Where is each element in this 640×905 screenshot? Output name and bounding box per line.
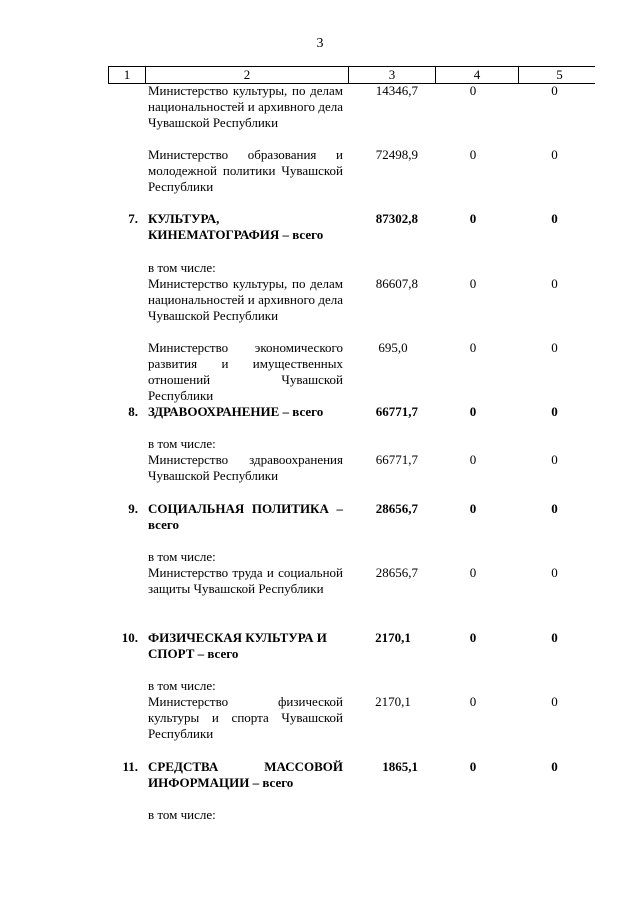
- row-value-col3: 72498,9: [375, 147, 418, 162]
- header-col-5: 5: [556, 67, 563, 82]
- row-caption: в том числе:: [148, 436, 216, 451]
- row-name: Министерство культуры, по делам национальностей и архивного дела Чувашской Республики: [148, 83, 343, 130]
- page-number: 3: [316, 36, 324, 51]
- row-name: СРЕДСТВА МАССОВОЙ ИНФОРМАЦИИ – всего: [148, 759, 343, 790]
- row-name: СОЦИАЛЬНАЯ ПОЛИТИКА – всего: [148, 501, 343, 532]
- row-name: Министерство культуры, по делам национальностей и архивного дела Чувашской Республики: [148, 276, 343, 323]
- row-value-col3: 2170,1: [375, 630, 411, 645]
- table-row: [108, 759, 595, 791]
- row-value-col3: 28656,7: [375, 501, 418, 516]
- row-value-col3: 2170,1: [375, 694, 411, 709]
- table-header: [108, 66, 595, 84]
- row-number: [108, 340, 144, 404]
- row-value-col4: 0: [469, 630, 477, 645]
- row-name: Министерство здравоохранения Чувашской Республики: [148, 452, 343, 483]
- row-value-col3: 66771,7: [375, 404, 418, 419]
- row-number: 9.: [128, 501, 138, 516]
- table-row: [108, 404, 595, 420]
- row-value-col5: 0: [551, 694, 558, 709]
- table-row: [108, 678, 595, 742]
- row-value-col4: 0: [469, 694, 477, 709]
- row-value-col4: 0: [469, 83, 477, 98]
- row-number: 11.: [122, 759, 138, 774]
- row-value-col3: 1865,1: [382, 759, 418, 774]
- row-name: Министерство экономического развития и имущественных отношений Чувашской Республики: [148, 340, 343, 403]
- table-row: [108, 436, 595, 484]
- table-row: [108, 260, 595, 324]
- row-value-col3: 695,0: [378, 340, 408, 355]
- row-value-col5: 0: [551, 565, 558, 580]
- row-name: КУЛЬТУРА, КИНЕМАТОГРАФИЯ – всего: [148, 211, 324, 242]
- row-name: ФИЗИЧЕСКАЯ КУЛЬТУРА И СПОРТ – всего: [148, 630, 327, 661]
- row-value-col5: 0: [551, 452, 558, 467]
- row-number: [108, 276, 144, 324]
- row-value-col5: 0: [551, 147, 558, 162]
- row-value-col4: 0: [469, 340, 477, 355]
- header-col-3: 3: [349, 67, 436, 83]
- row-number: [108, 83, 144, 131]
- row-value-col4: 0: [469, 759, 477, 774]
- row-value-col5: 0: [551, 276, 558, 291]
- row-name: Министерство образования и молодежной политики Чувашской Республики: [148, 147, 343, 194]
- row-value-col3: 66771,7: [375, 452, 418, 467]
- row-value-col3: 87302,8: [375, 211, 418, 226]
- row-caption: в том числе:: [148, 807, 216, 822]
- row-name: Министерство труда и социальной защиты Чувашской Республики: [148, 565, 343, 596]
- header-col-4: 4: [436, 67, 519, 83]
- row-value-col4: 0: [469, 147, 477, 162]
- row-number: [108, 452, 144, 484]
- table-row: [108, 211, 595, 243]
- row-number: 8.: [128, 404, 138, 419]
- row-number: [108, 147, 144, 195]
- table-row: [108, 340, 595, 404]
- table-row: [108, 630, 595, 662]
- row-name: ЗДРАВООХРАНЕНИЕ – всего: [148, 404, 324, 419]
- row-value-col4: 0: [469, 404, 477, 419]
- row-value-col5: 0: [551, 404, 558, 419]
- header-col-2: 2: [146, 67, 349, 83]
- row-value-col5: 0: [551, 211, 558, 226]
- table-row: [108, 147, 595, 195]
- row-number: [108, 565, 144, 597]
- row-value-col3: 86607,8: [375, 276, 418, 291]
- row-number: 7.: [128, 211, 138, 226]
- row-value-col5: 0: [551, 501, 558, 516]
- row-value-col4: 0: [469, 452, 477, 467]
- row-caption: в том числе:: [148, 260, 216, 275]
- row-caption: в том числе:: [148, 678, 216, 693]
- row-value-col3: 28656,7: [375, 565, 418, 580]
- row-number: [108, 694, 144, 742]
- header-col-1: 1: [108, 67, 146, 83]
- row-value-col4: 0: [469, 211, 477, 226]
- table-row: [108, 83, 595, 131]
- table-row: [108, 807, 595, 823]
- row-caption: в том числе:: [148, 549, 216, 564]
- row-value-col5: 0: [551, 630, 558, 645]
- table-row: [108, 501, 595, 533]
- table-row: [108, 549, 595, 597]
- row-value-col4: 0: [469, 565, 477, 580]
- row-name: Министерство физической культуры и спорта Чувашской Республики: [148, 694, 343, 741]
- row-value-col5: 0: [551, 83, 558, 98]
- budget-table: [108, 66, 595, 822]
- row-number: 10.: [121, 630, 138, 645]
- row-value-col3: 14346,7: [375, 83, 418, 98]
- row-value-col5: 0: [551, 340, 558, 355]
- row-value-col4: 0: [469, 501, 477, 516]
- row-value-col5: 0: [551, 759, 558, 774]
- row-value-col4: 0: [469, 276, 477, 291]
